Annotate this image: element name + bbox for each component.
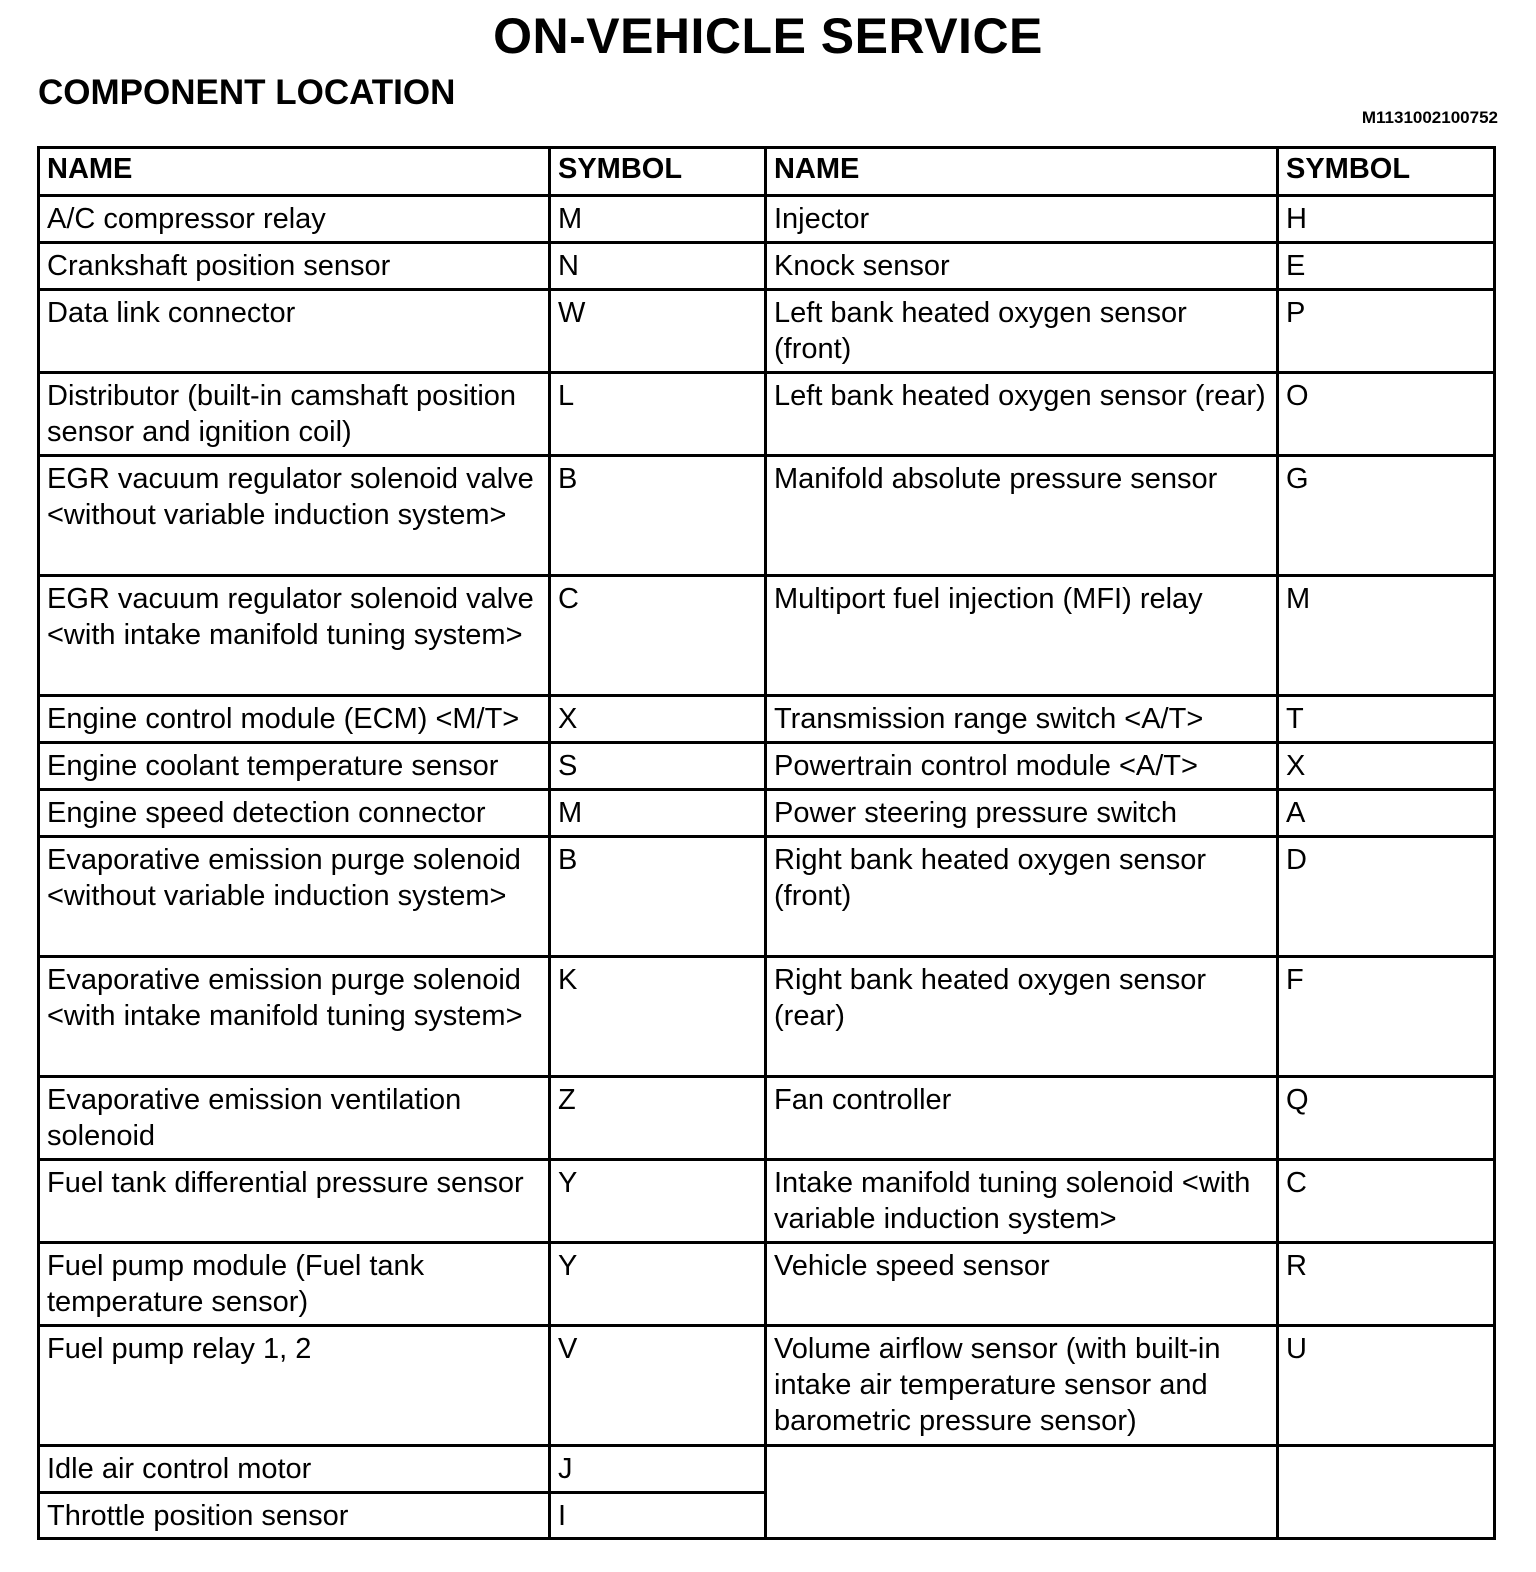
component-symbol: N	[550, 243, 766, 290]
component-name: Left bank heated oxygen sensor (front)	[766, 290, 1278, 373]
component-symbol: X	[550, 696, 766, 743]
component-name: Powertrain control module <A/T>	[766, 743, 1278, 790]
component-symbol: Y	[550, 1243, 766, 1326]
table-row	[39, 837, 1495, 957]
component-location-table	[37, 146, 1496, 1540]
component-name: Idle air control motor	[39, 1446, 550, 1493]
component-symbol: H	[1278, 196, 1495, 243]
component-name: Multiport fuel injection (MFI) relay	[766, 576, 1278, 696]
component-name: Manifold absolute pressure sensor	[766, 456, 1278, 576]
component-symbol: B	[550, 456, 766, 576]
column-header-symbol-left: SYMBOL	[550, 148, 766, 196]
component-name: Right bank heated oxygen sensor (rear)	[766, 957, 1278, 1077]
table-row	[39, 456, 1495, 576]
table-row	[39, 1077, 1495, 1160]
component-name: Crankshaft position sensor	[39, 243, 550, 290]
component-name: Evaporative emission purge solenoid <without variable induction system>	[39, 837, 550, 957]
component-symbol: X	[1278, 743, 1495, 790]
component-name: Throttle position sensor	[39, 1493, 550, 1539]
table-row	[39, 1160, 1495, 1243]
table-row	[39, 243, 1495, 290]
component-name: Power steering pressure switch	[766, 790, 1278, 837]
component-symbol: E	[1278, 243, 1495, 290]
table-row	[39, 290, 1495, 373]
document-id: M1131002100752	[1361, 108, 1498, 127]
component-symbol: T	[1278, 696, 1495, 743]
component-name: Evaporative emission ventilation solenoid	[39, 1077, 550, 1160]
component-symbol: C	[1278, 1160, 1495, 1243]
component-name: Engine speed detection connector	[39, 790, 550, 837]
section-title: COMPONENT LOCATION	[38, 73, 456, 112]
empty-cell	[766, 1446, 1278, 1539]
component-symbol: B	[550, 837, 766, 957]
table-row	[39, 790, 1495, 837]
component-name: Transmission range switch <A/T>	[766, 696, 1278, 743]
component-symbol: I	[550, 1493, 766, 1539]
component-symbol: M	[550, 790, 766, 837]
table-row	[39, 196, 1495, 243]
empty-cell	[1278, 1446, 1495, 1539]
component-name: Data link connector	[39, 290, 550, 373]
component-symbol: O	[1278, 373, 1495, 456]
component-symbol: U	[1278, 1326, 1495, 1446]
component-name: Evaporative emission purge solenoid <with intake manifold tuning system>	[39, 957, 550, 1077]
table-row	[39, 743, 1495, 790]
component-name: Right bank heated oxygen sensor (front)	[766, 837, 1278, 957]
component-symbol: Q	[1278, 1077, 1495, 1160]
component-name: EGR vacuum regulator solenoid valve <without variable induction system>	[39, 456, 550, 576]
component-symbol: M	[550, 196, 766, 243]
component-symbol: J	[550, 1446, 766, 1493]
table-header-row	[39, 148, 1495, 196]
table-row	[39, 1446, 1495, 1493]
table-row	[39, 373, 1495, 456]
table-row	[39, 957, 1495, 1077]
component-name: Intake manifold tuning solenoid <with variable induction system>	[766, 1160, 1278, 1243]
component-symbol: Y	[550, 1160, 766, 1243]
component-symbol: G	[1278, 456, 1495, 576]
component-symbol: L	[550, 373, 766, 456]
component-name: Volume airflow sensor (with built-in intake air temperature sensor and barometric pressure sensor)	[766, 1326, 1278, 1446]
component-symbol: C	[550, 576, 766, 696]
component-name: Left bank heated oxygen sensor (rear)	[766, 373, 1278, 456]
component-name: Distributor (built-in camshaft position sensor and ignition coil)	[39, 373, 550, 456]
component-name: Injector	[766, 196, 1278, 243]
column-header-name-right: NAME	[766, 148, 1278, 196]
component-symbol: D	[1278, 837, 1495, 957]
component-symbol: S	[550, 743, 766, 790]
component-symbol: Z	[550, 1077, 766, 1160]
component-symbol: F	[1278, 957, 1495, 1077]
table-row	[39, 1326, 1495, 1446]
component-symbol: P	[1278, 290, 1495, 373]
component-name: Knock sensor	[766, 243, 1278, 290]
component-symbol: M	[1278, 576, 1495, 696]
table-row	[39, 576, 1495, 696]
component-symbol: V	[550, 1326, 766, 1446]
component-symbol: A	[1278, 790, 1495, 837]
component-name: Vehicle speed sensor	[766, 1243, 1278, 1326]
component-name: Engine coolant temperature sensor	[39, 743, 550, 790]
page-title: ON-VEHICLE SERVICE	[493, 8, 1043, 64]
component-name: Fan controller	[766, 1077, 1278, 1160]
component-symbol: K	[550, 957, 766, 1077]
table-row	[39, 696, 1495, 743]
component-name: EGR vacuum regulator solenoid valve <with intake manifold tuning system>	[39, 576, 550, 696]
component-name: A/C compressor relay	[39, 196, 550, 243]
column-header-symbol-right: SYMBOL	[1278, 148, 1495, 196]
table-row	[39, 1243, 1495, 1326]
component-name: Engine control module (ECM) <M/T>	[39, 696, 550, 743]
component-name: Fuel pump module (Fuel tank temperature sensor)	[39, 1243, 550, 1326]
component-symbol: R	[1278, 1243, 1495, 1326]
column-header-name-left: NAME	[39, 148, 550, 196]
component-name: Fuel tank differential pressure sensor	[39, 1160, 550, 1243]
component-symbol: W	[550, 290, 766, 373]
component-name: Fuel pump relay 1, 2	[39, 1326, 550, 1446]
